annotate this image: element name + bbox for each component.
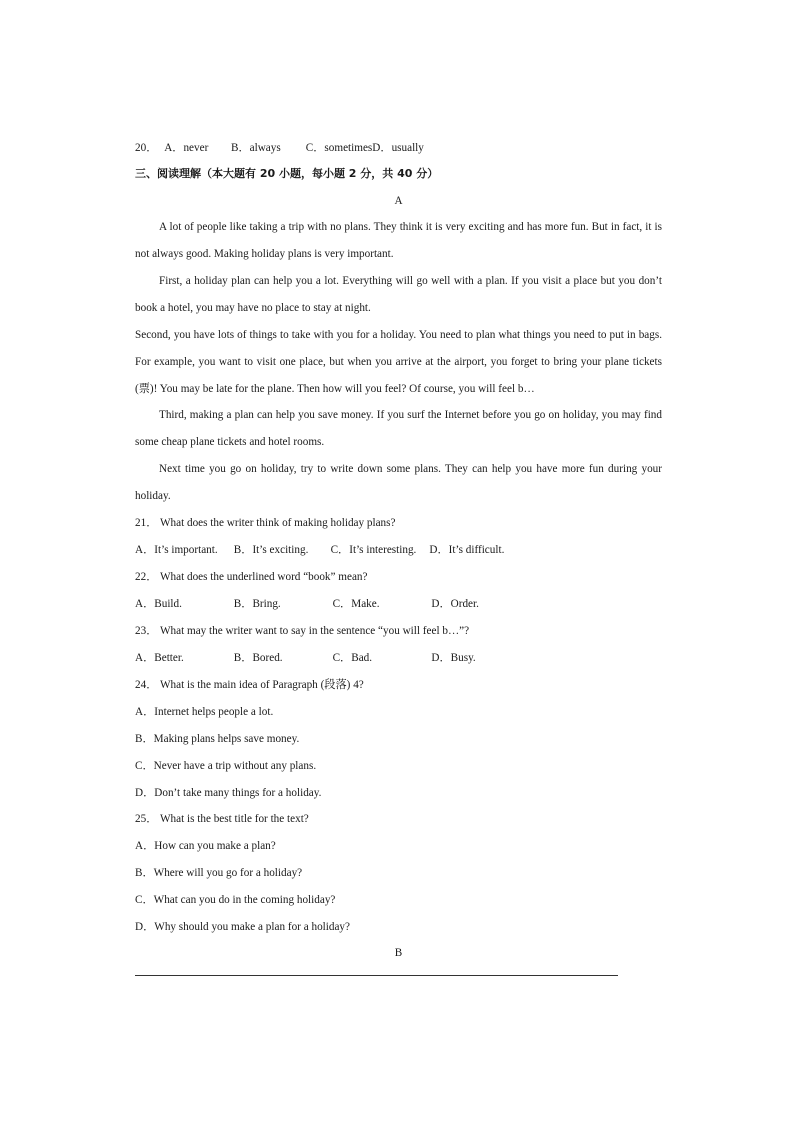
option-c: C．Bad. [332,652,373,664]
question-20 [135,141,662,155]
question-23-stem: 23． What may the writer want to say in the sentence “you will feel b…”? [135,625,470,637]
option-b: B．It’s exciting. [233,544,309,556]
question-24-option-c: C．Never have a trip without any plans. [135,760,317,772]
question-25-option-b: B．Where will you go for a holiday? [135,867,303,879]
option-d: D．Busy. [431,652,476,664]
question-23-options [135,651,662,665]
question-24-stem: 24． What is the main idea of Paragraph (段落) 4? [135,679,364,691]
passage-a-paragraph-1: A lot of people like taking a trip with no plans. They think it is very exciting and has more fun. But in fact, it is not always good. Making holiday plans is very important. [135,221,662,260]
option-b: B．Bring. [233,598,281,610]
question-25-option-a: A．How can you make a plan? [135,840,276,852]
option-d: D．Order. [431,598,479,610]
question-22-options [135,597,662,611]
passage-a-paragraph-4: Third, making a plan can help you save money. If you surf the Internet before you go on holiday, you may find some cheap plane tickets and hotel rooms. [135,409,662,448]
question-25-option-d: D．Why should you make a plan for a holiday? [135,921,350,933]
passage-a-paragraph-2: First, a holiday plan can help you a lot. Everything will go well with a plan. If you visit a place but you don’t book a hotel, you may have no place to stay at night. [135,275,662,314]
section-title: 三、阅读理解（本大题有 20 小题，每小题 2 分，共 40 分） [135,167,439,180]
question-22-stem: 22． What does the underlined word “book” mean? [135,571,368,583]
option-b: B．always [230,142,281,154]
option-b: B．Bored. [233,652,283,664]
option-d: D．It’s difficult. [429,544,505,556]
option-a: A．Better. [135,652,184,664]
question-25-stem: 25． What is the best title for the text? [135,813,309,825]
option-a: A．never [164,142,209,154]
question-21-stem: 21． What does the writer think of making holiday plans? [135,517,396,529]
question-24-option-d: D．Don’t take many things for a holiday. [135,787,322,799]
passage-a-paragraph-3: Second, you have lots of things to take with you for a holiday. You need to plan what things you need to put in bags. For example, you want to visit one place, but when you arrive at the airport, you forget to bring your plane tickets (票)! You may be late for the plane. Then how will you feel? Of course, you will feel b… [135,329,662,395]
question-24-option-a: A．Internet helps people a lot. [135,706,274,718]
passage-a-label: A [394,195,403,207]
option-c: C．Make. [332,598,380,610]
question-25-option-c: C．What can you do in the coming holiday? [135,894,336,906]
option-a: A．Build. [135,598,182,610]
question-24-option-b: B．Making plans helps save money. [135,733,300,745]
option-a: A．It’s important. [135,544,218,556]
option-d: D．usually [372,142,424,154]
option-c: C．It’s interesting. [330,544,417,556]
passage-b-label: B [394,947,403,959]
option-c: C．sometimes [305,142,373,154]
passage-a-paragraph-5: Next time you go on holiday, try to write down some plans. They can help you have more fun during your holiday. [135,463,662,502]
divider-line [135,975,618,976]
question-number: 20． [135,142,158,154]
question-21-options [135,543,662,557]
